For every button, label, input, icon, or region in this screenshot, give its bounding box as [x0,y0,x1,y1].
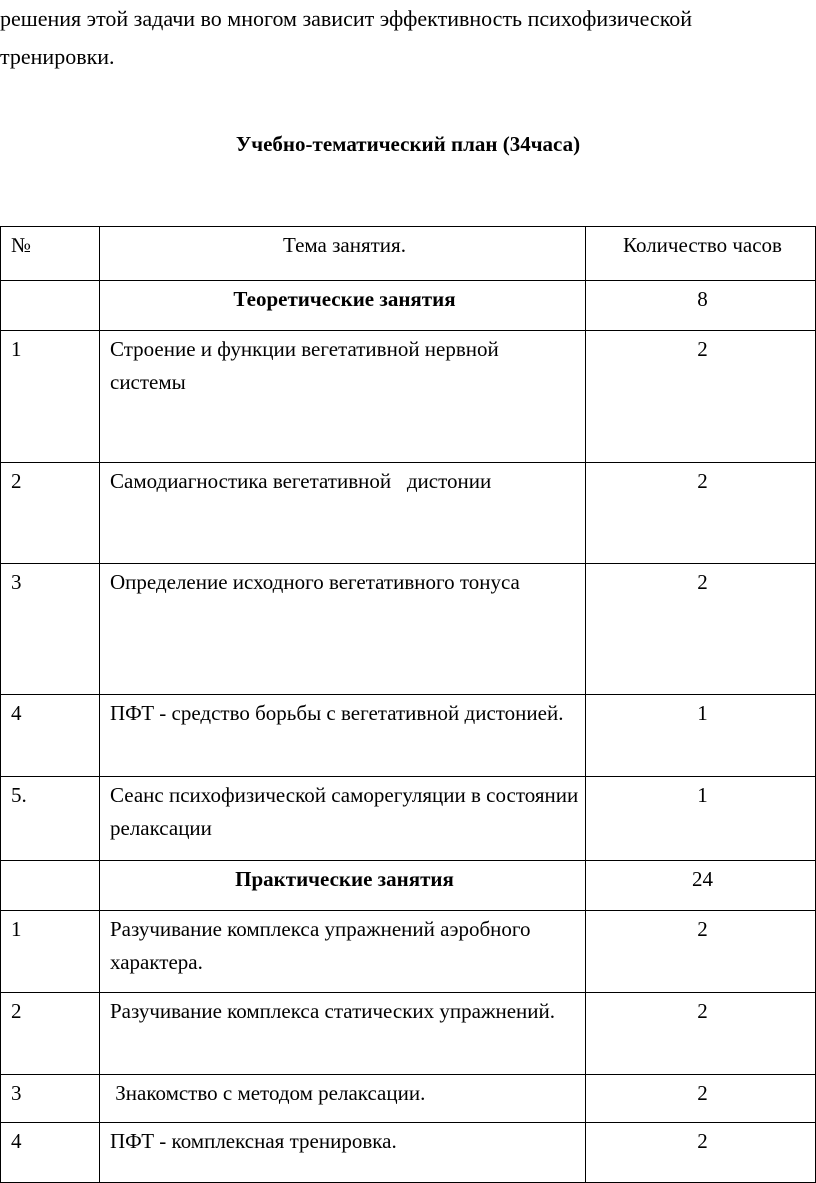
row-topic: Сеанс психофизической саморегуляции в состоянии релаксации [100,777,586,861]
header-hours: Количество часов [586,227,816,281]
row-hours: 1 [586,695,816,777]
section-label: Теоретические занятия [100,281,586,331]
section-label: Практические занятия [100,861,586,911]
section-row-practice [1,861,816,911]
table-row [1,777,816,861]
row-topic: Определение исходного вегетативного тонуса [100,564,586,695]
table-row [1,331,816,463]
row-topic: Строение и функции вегетативной нервной системы [100,331,586,463]
row-topic: Разучивание комплекса упражнений аэробного характера. [100,911,586,993]
row-topic: ПФТ - комплексная тренировка. [100,1123,586,1183]
row-topic: Самодиагностика вегетативной дистонии [100,463,586,564]
row-hours: 2 [586,1123,816,1183]
row-hours: 1 [586,777,816,861]
table-row [1,564,816,695]
table-row [1,1123,816,1183]
table-row [1,1075,816,1123]
header-num: № [1,227,100,281]
section-hours: 24 [586,861,816,911]
row-num: 3 [1,1075,100,1123]
row-num: 2 [1,993,100,1075]
row-hours: 2 [586,463,816,564]
row-num: 1 [1,331,100,463]
row-num: 3 [1,564,100,695]
row-hours: 2 [586,331,816,463]
table-row [1,993,816,1075]
section-num-empty [1,281,100,331]
table-header-row [1,227,816,281]
row-hours: 2 [586,911,816,993]
row-num: 4 [1,695,100,777]
section-hours: 8 [586,281,816,331]
row-num: 5. [1,777,100,861]
row-num: 4 [1,1123,100,1183]
document-title: Учебно-тематический план (34часа) [235,132,581,156]
section-num-empty [1,861,100,911]
table-row [1,911,816,993]
row-hours: 2 [586,564,816,695]
intro-paragraph [0,0,816,76]
row-hours: 2 [586,993,816,1075]
header-topic: Тема занятия. [100,227,586,281]
row-hours: 2 [586,1075,816,1123]
row-topic: ПФТ - средство борьбы с вегетативной дистонией. [100,695,586,777]
row-num: 1 [1,911,100,993]
table-row [1,695,816,777]
curriculum-table [0,226,816,1183]
table-row [1,463,816,564]
row-topic: Знакомство с методом релаксации. [100,1075,586,1123]
intro-line-1: решения этой задачи во многом зависит эффективность психофизической [0,6,693,31]
section-row-theory [1,281,816,331]
intro-line-2: тренировки. [0,44,115,69]
row-topic: Разучивание комплекса статических упражнений. [100,993,586,1075]
row-num: 2 [1,463,100,564]
